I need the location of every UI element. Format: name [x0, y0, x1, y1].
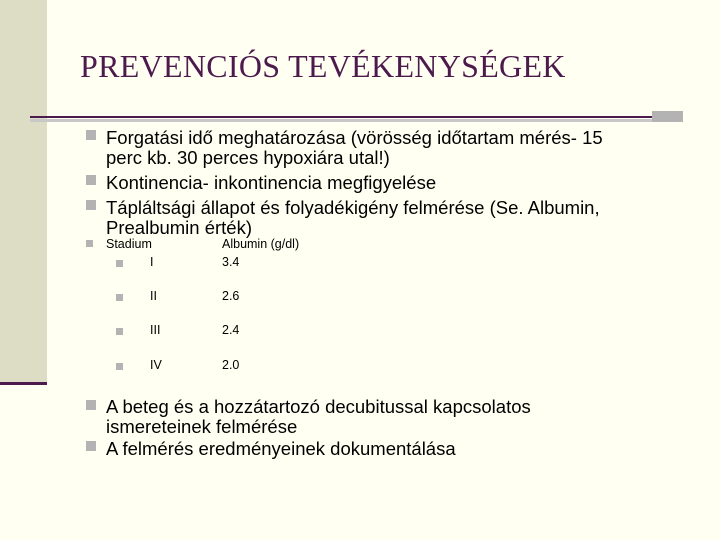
bullet-kontinencia: Kontinencia- inkontinencia megfigyelése: [106, 172, 437, 193]
table-header-albumin: Albumin (g/dl): [222, 237, 300, 251]
title-rule-shadow: [30, 119, 683, 122]
table-cell-albumin: 3.4: [222, 255, 240, 269]
table-header-stadium: Stadium: [106, 237, 152, 251]
table-cell-stage: I: [150, 255, 154, 269]
bullet-marker: [116, 294, 123, 301]
bullet-marker: [86, 200, 96, 210]
bullet-taplaltsag-line2: Prealbumin érték): [106, 217, 253, 238]
bullet-marker: [116, 260, 123, 267]
bullet-beteg-line1: A beteg és a hozzátartozó decubitussal kapcsolatos: [106, 396, 531, 417]
bullet-marker: [86, 441, 96, 451]
left-decor-bar: [0, 0, 47, 382]
bullet-beteg-line2: ismereteinek felmérése: [106, 416, 298, 437]
title-rule: [30, 116, 652, 118]
bullet-marker: [116, 363, 123, 370]
bullet-marker: [86, 240, 93, 247]
bullet-marker: [86, 130, 96, 140]
bullet-marker: [86, 175, 96, 185]
table-cell-stage: II: [150, 289, 157, 303]
table-cell-albumin: 2.6: [222, 289, 240, 303]
left-decor-bar-edge: [0, 382, 47, 385]
bullet-forgatasi-line2: perc kb. 30 perces hypoxiára utal!): [106, 147, 390, 168]
table-cell-stage: III: [150, 323, 161, 337]
table-cell-albumin: 2.0: [222, 358, 240, 372]
table-cell-albumin: 2.4: [222, 323, 240, 337]
slide-title: PREVENCIÓS TEVÉKENYSÉGEK: [80, 48, 566, 84]
bullet-forgatasi-line1: Forgatási idő meghatározása (vörösség időtartam mérés- 15: [106, 127, 603, 148]
title-rule-end-block: [652, 111, 683, 122]
bullet-felmeres: A felmérés eredményeinek dokumentálása: [106, 438, 456, 459]
bullet-taplaltsag-line1: Tápláltsági állapot és folyadékigény felmérése (Se. Albumin,: [106, 197, 600, 218]
bullet-marker: [116, 328, 123, 335]
table-cell-stage: IV: [150, 358, 162, 372]
bullet-marker: [86, 400, 96, 410]
